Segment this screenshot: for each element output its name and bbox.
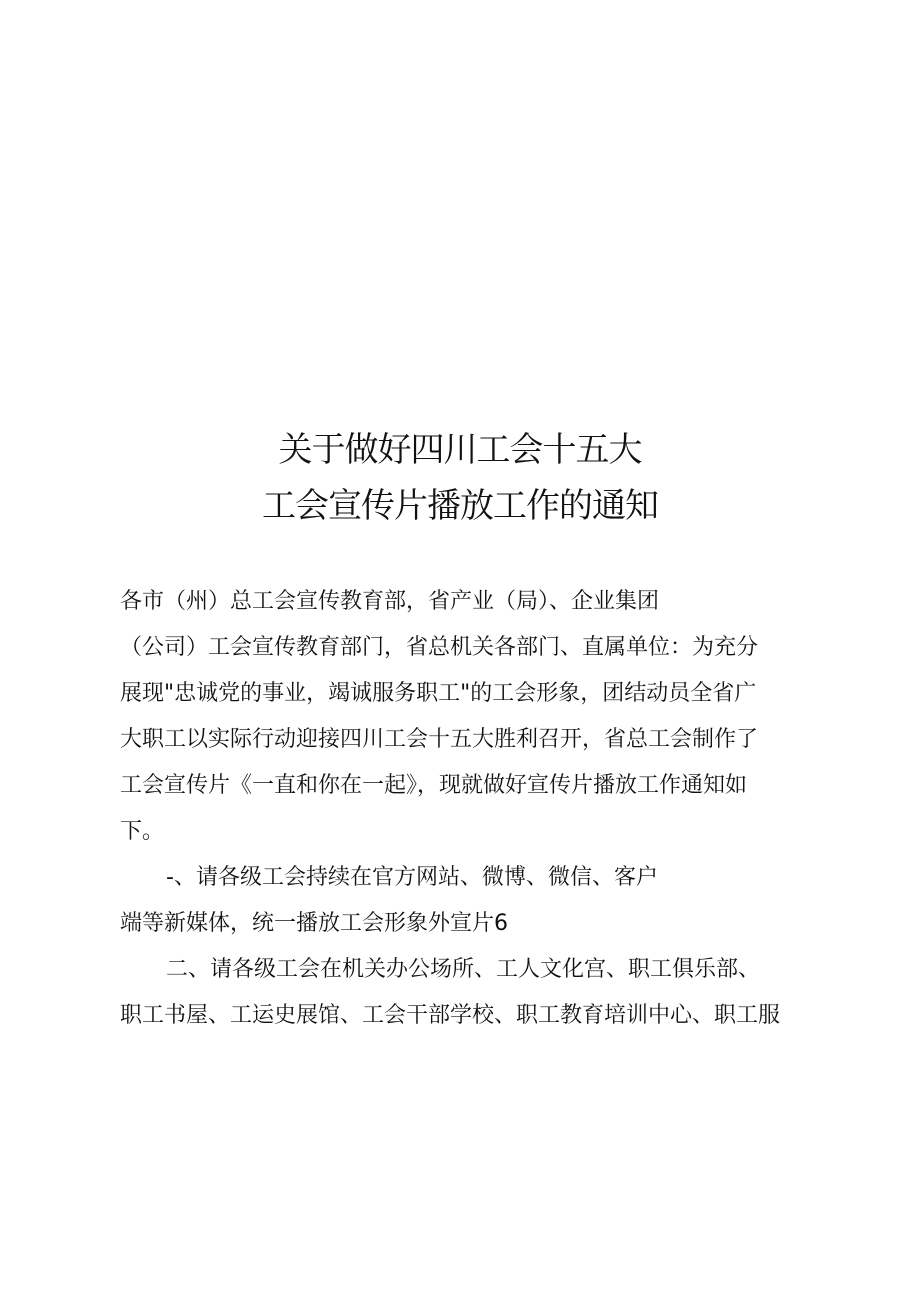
body-line: 各市（州）总工会宣传教育部，省产业（局）、企业集团 xyxy=(120,589,660,614)
body-line: 端等新媒体，统一播放工会形象外宣片6 xyxy=(120,911,508,936)
document-title-line-1: 关于做好四川工会十五大 xyxy=(278,430,642,470)
body-line: 职工书屋、工运史展馆、工会干部学校、职工教育培训中心、职工服 xyxy=(120,1003,781,1028)
body-line: 工会宣传片《一直和你在一起》，现就做好宣传片播放工作通知如 xyxy=(120,773,748,798)
body-line: 展现"忠诚党的事业，竭诚服务职工"的工会形象，团结动员全省广 xyxy=(120,681,757,706)
document-title-line-2: 工会宣传片播放工作的通知 xyxy=(262,486,658,526)
body-line: -、请各级工会持续在官方网站、微博、微信、客户 xyxy=(166,865,658,890)
body-line: 下。 xyxy=(120,819,165,844)
body-line: 大职工以实际行动迎接四川工会十五大胜利召开，省总工会制作了 xyxy=(120,727,759,752)
body-line: 二、请各级工会在机关办公场所、工人文化宫、职工俱乐部、 xyxy=(166,957,761,982)
body-line: （公司）工会宣传教育部门，省总机关各部门、直属单位：为充分 xyxy=(120,635,759,660)
